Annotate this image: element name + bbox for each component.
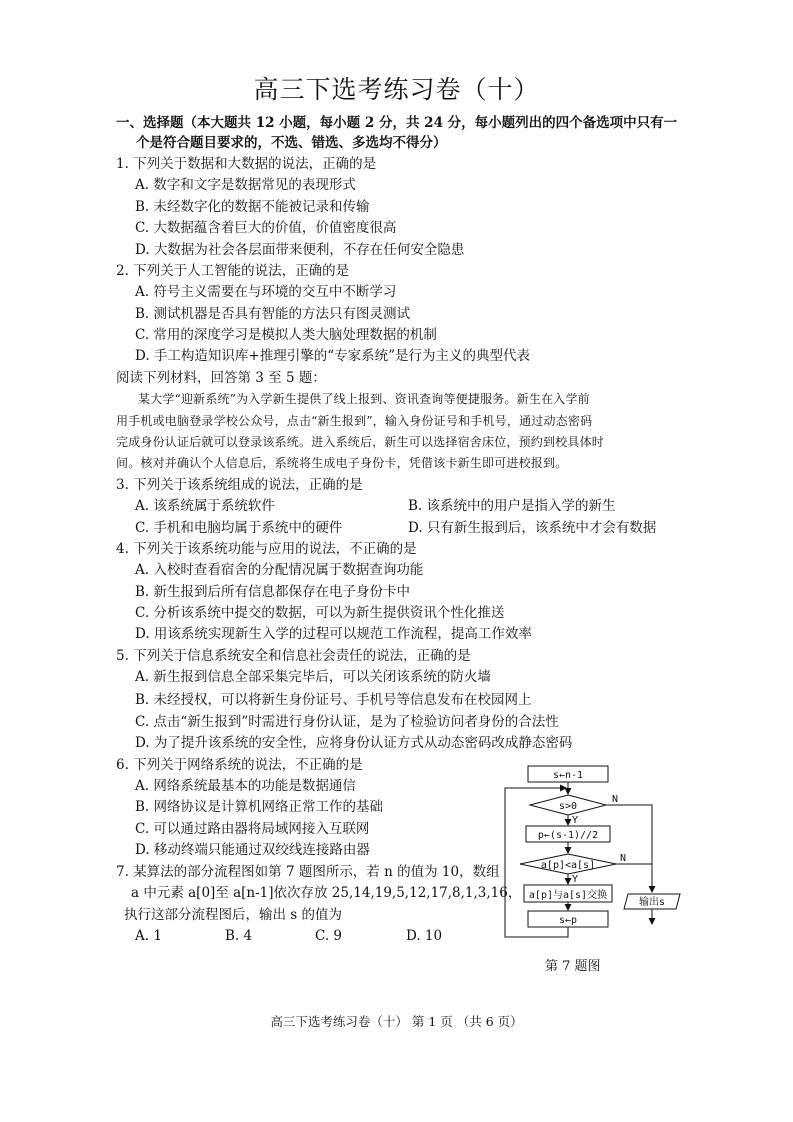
q1-option-d: D. 大数据为社会各层面带来便利，不存在任何安全隐患 (135, 242, 465, 258)
flow-cond1-label: s>0 (558, 801, 578, 812)
q7-option-d: D. 10 (406, 928, 443, 944)
q3-option-a: A. 该系统属于系统软件 (135, 498, 275, 514)
q5-option-d: D. 为了提升该系统的安全性，应将身份认证方式从动态密码改成静态密码 (135, 735, 573, 751)
q4-option-b: B. 新生报到后所有信息都保存在电子身份卡中 (135, 584, 411, 600)
section-header-line1: 一、选择题（本大题共 12 小题，每小题 2 分，共 24 分，每小题列出的四个备选项中只有一 (116, 115, 678, 131)
section-header-line2: 个是符合题目要求的，不选、错选、多选均不得分） (136, 135, 447, 151)
flow-box-swap-label: a[p]与a[s]交换 (528, 890, 608, 901)
figure-caption: 第 7 题图 (545, 959, 601, 974)
q5-option-c: C. 点击“新生报到”时需进行身份认证，是为了检验访问者身份的合法性 (135, 714, 559, 730)
q1-option-a: A. 数字和文字是数据常见的表现形式 (135, 177, 356, 193)
flow-no-label-2: N (620, 853, 627, 864)
reading-passage-line2: 用手机或电脑登录学校公众号，点击“新生报到”，输入身份证号和手机号，通过动态密码 (116, 414, 593, 428)
q6-option-a: A. 网络系统最基本的功能是数据通信 (135, 778, 356, 794)
q7-option-c: C. 9 (315, 928, 343, 944)
flow-yes-label-2: Y (572, 874, 579, 885)
reading-passage-line3: 完成身份认证后就可以登录该系统。进入系统后，新生可以选择宿舍床位，预约到校具体时 (116, 435, 605, 449)
q4-option-d: D. 用该系统实现新生入学的过程可以规范工作流程，提高工作效率 (135, 626, 532, 642)
q4-option-a: A. 入校时查看宿舍的分配情况属于数据查询功能 (135, 562, 424, 578)
q6-option-c: C. 可以通过路由器将局域网接入互联网 (135, 821, 370, 837)
q1-option-c: C. 大数据蕴含着巨大的价值，价值密度很高 (135, 220, 397, 236)
q4-option-c: C. 分析该系统中提交的数据，可以为新生提供资讯个性化推送 (135, 605, 505, 621)
flow-output-label: 输出s (638, 897, 666, 908)
flow-cond2-label: a[p]<a[s] (540, 860, 596, 871)
q7-option-b: B. 4 (225, 928, 253, 944)
q2-option-c: C. 常用的深度学习是模拟人类大脑处理数据的机制 (135, 327, 437, 343)
reading-passage-line1: 某大学“迎新系统”为入学新生提供了线上报到、资讯查询等便捷服务。新生在入学前 (138, 392, 590, 406)
q7-stem-line1: 7. 某算法的部分流程图如第 7 题图所示，若 n 的值为 10，数组 (116, 864, 500, 880)
q6-stem: 6. 下列关于网络系统的说法，不正确的是 (116, 757, 363, 773)
q1-stem: 1. 下列关于数据和大数据的说法，正确的是 (116, 156, 377, 172)
q2-option-b: B. 测试机器是否具有智能的方法只有图灵测试 (135, 306, 411, 322)
q4-stem: 4. 下列关于该系统功能与应用的说法，不正确的是 (116, 541, 417, 557)
flow-no-arrow (606, 805, 652, 892)
q3-stem: 3. 下列关于该系统组成的说法，正确的是 (116, 477, 363, 493)
q1-option-b: B. 未经数字化的数据不能被记录和传输 (135, 199, 370, 215)
q3-option-b: B. 该系统中的用户是指入学的新生 (408, 498, 616, 514)
q7-flowchart (500, 760, 690, 945)
reading-passage-line4: 间。核对并确认个人信息后，系统将生成电子身份卡，凭借该卡新生即可进校报到。 (116, 456, 568, 470)
flow-no-label-1: N (612, 794, 619, 805)
q5-option-a: A. 新生报到信息全部采集完毕后，可以关闭该系统的防火墙 (135, 669, 491, 685)
q2-stem: 2. 下列关于人工智能的说法，正确的是 (116, 263, 350, 279)
flow-box-p-label: p←(s-1)//2 (537, 830, 599, 841)
page-title: 高三下选考练习卷（十） (253, 75, 540, 104)
q3-option-c: C. 手机和电脑均属于系统中的硬件 (135, 520, 343, 536)
q5-option-b: B. 未经授权，可以将新生身份证号、手机号等信息发布在校园网上 (135, 692, 532, 708)
flow-box-init-label: s←n-1 (552, 770, 584, 781)
q6-option-d: D. 移动终端只能通过双绞线连接路由器 (135, 842, 370, 858)
q7-stem-line2: a 中元素 a[0]至 a[n-1]依次存放 25,14,19,5,12,17,8,1,3,16， (131, 885, 522, 901)
flow-yes-label-1: Y (572, 815, 579, 826)
page-footer: 高三下选考练习卷（十） 第 1 页 （共 6 页） (270, 1014, 523, 1029)
q2-option-d: D. 手工构造知识库+推理引擎的“专家系统”是行为主义的典型代表 (135, 348, 531, 364)
q2-option-a: A. 符号主义需要在与环境的交互中不断学习 (135, 284, 397, 300)
flow-box-s-p-label: s←p (558, 915, 578, 926)
q5-stem: 5. 下列关于信息系统安全和信息社会责任的说法，正确的是 (116, 648, 471, 664)
q7-stem-line3: 执行这部分流程图后，输出 s 的值为 (124, 907, 343, 923)
q3-option-d: D. 只有新生报到后，该系统中才会有数据 (408, 520, 657, 536)
q6-option-b: B. 网络协议是计算机网络正常工作的基础 (135, 799, 384, 815)
q7-option-a: A. 1 (135, 928, 162, 944)
reading-intro: 阅读下列材料，回答第 3 至 5 题： (116, 370, 326, 386)
